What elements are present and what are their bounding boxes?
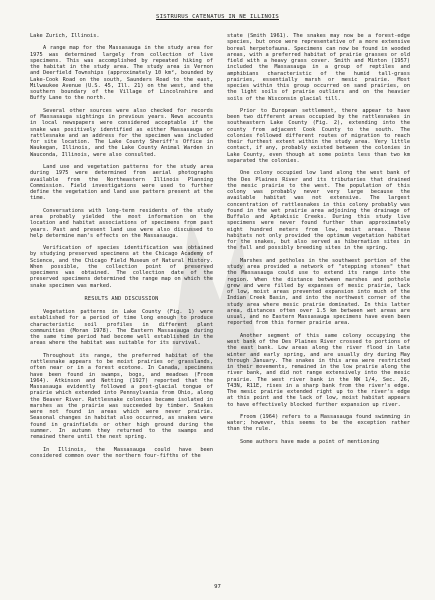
page-number: 97	[214, 584, 221, 590]
paragraph: Froom (1964) refers to a Massasauga found swimming in water; however, this seems to be the exception rather than the rule.	[227, 413, 410, 433]
paragraph: Land use and vegetation patterns for the study area during 1975 were determined from aerial photographs available from the Northeastern Illinois Planning Commission. Field investigations were used to further define the vegetation and land use pattern present at the time.	[30, 164, 213, 202]
paragraph: A range map for the Massasauga in the study area for 1975 was determined largely from collection of live specimens. This was accomplished by repeated hiking of the habitat in the study area. The study area is Vernon and Deerfield Townships (approximately 10 km², bounded by Lake-Cook Road on the south, Saunders Road to the east, Milwaukee Avenue (U.S. 45, Ill. 21) on the west, and the southern boundary of the Village of Lincolnshire and Buffy Lane to the north.	[30, 45, 213, 102]
paragraph: Marshes and potholes in the southwest portion of the study area provided a network of "stepping stones" that the Massasauga could use to extend its range into the region. When the distance between marshes and pothole grew and were filled by expanses of mesic prairie, lack of low, moist areas prevented expansion into much of the Indian Creek Basin, and into the northwest corner of the study area where mesic prairie dominated. In this latter area, distances often over 1.5 km between wet areas are usual, and no Eastern Massasauga specimens have even been reported from this former prairie area.	[227, 257, 410, 327]
paragraph: Another segment of this same colony occupying the west bank of the Des Plaines River crossed to portions of the east bank. Low areas along the river flood in late winter and early spring, and are usually dry during May through January. The snakes in this area were restricted in their movements, remained in the low prairie along the river bank, and did not range extensively into the mesic prairie. The west river bank in the NW 1/4, Sec. 26, T43N, R11E, rises in a sharp bank from the river's edge. The mesic prairie extended right up to the river's edge at this point and the lack of low, moist habitat appears to have effectively blocked further expansion up river.	[227, 332, 410, 408]
paragraph: Some authors have made a point of mentioning	[240, 438, 380, 445]
running-header: SISTRURUS CATENATUS IN NE ILLINOIS	[155, 14, 279, 20]
right-column	[227, 33, 410, 451]
left-column	[30, 33, 213, 465]
paragraph: Conversations with long-term residents of the study area probably yielded the most information on the location and habitat associations of specimens from past years. Past and present land use were also discussed to help determine man's effects on the Massasauga.	[30, 207, 213, 239]
paragraph: state (Smith 1961). The snakes may now be a forest-edge species, but once were representative of a more extensive boreal herpetofauna. Specimens can now be found in wooded areas, with a preferred habitat of prairie grasses or old field with a heavy grass cover. Smith and Minton (1957) included the Massasauga in a group of reptiles and amphibians characteristic of the humid tall-grass prairies, essentially marsh or mesic prairie. Most species within this group occurred on sand prairies, on the light soils of prairie outliers and on the heavier soils of the Wisconsin glacial till.	[227, 33, 410, 102]
paragraph: One colony occupied low land along the west bank of the Des Plaines River and its tributaries that drained the mesic prairie to the west. The population of this colony was probably never very large because the available habitat was not extensive. The largest concentration of rattlesnakes in this colony probably was found in the wet prairie area adjoining the drainage of Buffalo and Aptakisic Creeks. During this study live specimens were never found further than approximately eight hundred meters from low, moist areas. These habitats not only provided the optimum vegetation habitat for the snakes, but also served as hibernation sites in the fall and possibly breeding sites in the spring.	[227, 170, 410, 252]
paragraph: Several other sources were also checked for records of Massasauga sightings in previous years. News accounts in local newspapers were considered acceptable if the snake was positively identified as either Massasauga or rattlesnake and an address for the specimen was included for site location. The Lake County Sheriff's Office in Waukegan, Illinois, and the Lake County Animal Warden in Wauconda, Illinois, were also consulted.	[30, 107, 213, 158]
paragraph: In Illinois, the Massasauga could have been considered common over the northern four-fifths of the	[30, 446, 213, 459]
section-heading: RESULTS AND DISCUSSION	[84, 295, 159, 302]
paragraph: Verification of species identification was obtained by studying preserved specimens at the Chicago Academy of Science, and the Chicago Field Museum of Natural History. When possible, the collection point of preserved specimens was obtained. The collection date of the preserved specimens determined the range map on which the snake specimen was marked.	[30, 245, 213, 289]
paragraph: Vegetation patterns in Lake County (Fig. 1) were established for a period of time long enough to produce characteristic soil profiles in different plant communities (Moran 1978). The Eastern Massasauga during the same time period had become well established in the areas where the habitat was suitable for its survival.	[30, 309, 213, 347]
paragraph: Throughout its range, the preferred habitat of the rattlesnake appears to be moist prairies or grasslands, often near or in a forest ecotone. In Canada, specimens have been found in swamps, bogs, and meadows (Froom 1964). Atkinson and Netting (1927) reported that the Massasauga evidently followed a post-glacial tongue of prairie which extended into Pennsylvania from Ohio, along the Beaver River. Rattlesnake colonies became isolated in marshes as the prairie was succeeded by timber. Snakes were not found in areas which were never prairie. Seasonal changes in habitat also occurred, as snakes were found in grainfields or other high ground during the summer. In autumn they returned to the swamps and remained there until the next spring.	[30, 352, 213, 441]
paragraph: Lake Zurich, Illinois.	[30, 33, 100, 39]
paragraph: Prior to European settlement, there appear to have been two different areas occupied by the rattlesnakes in southeastern Lake County (Fig. 2), extending into the county from adjacent Cook County to the south. The colonies followed different routes of migration to reach their furthest extent within the study area. Very little contact, if any, probably existed between the colonies in Lake County, even though at some points less than two km separated the colonies.	[227, 107, 410, 164]
